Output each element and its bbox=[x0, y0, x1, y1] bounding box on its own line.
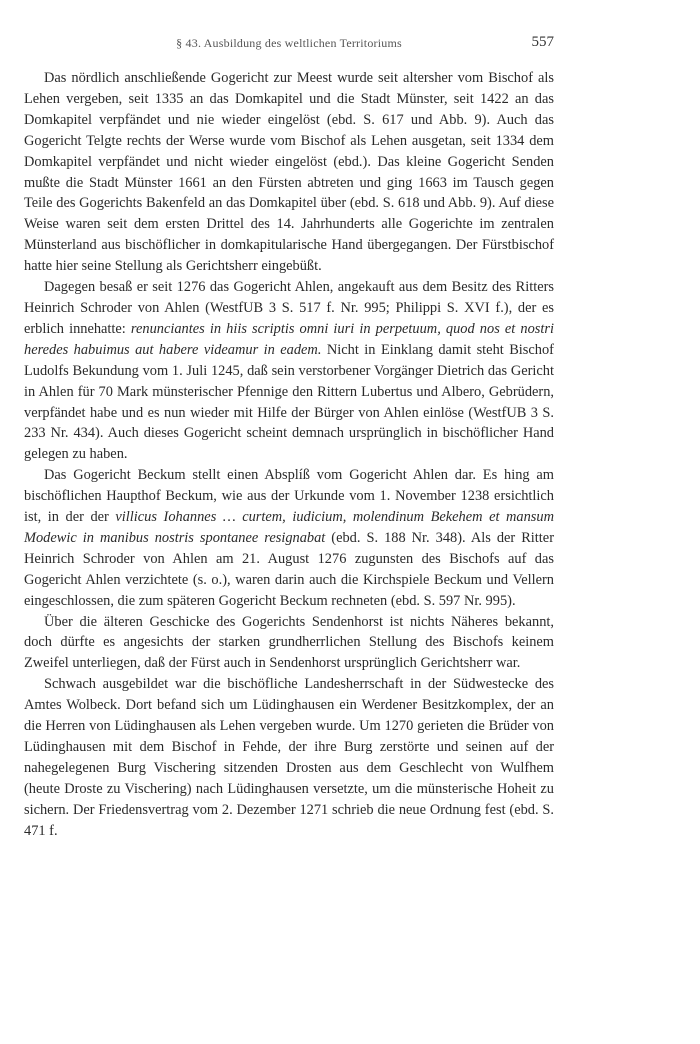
paragraph bbox=[24, 674, 554, 841]
text-segment: Nicht in Einklang damit steht Bischof Ludolfs Bekundung vom 1. Juli 1245, daß sein verstorbener Vorgänger Dietrich das Gericht in Ahlen für 70 Mark münsterischer Pfennige den Rittern Lubertus und Albero, Gebrüdern, verpfändet habe und es nun wieder mit Hilfe der Bürger von Ahlen einlöse (WestfUB 3 S. 233 Nr. 434). Auch dieses Gogericht scheint demnach ursprünglich in bischöflicher Hand gelegen zu haben. bbox=[24, 341, 554, 463]
page-header bbox=[24, 36, 554, 58]
paragraph bbox=[24, 612, 554, 675]
text-segment: Schwach ausgebildet war die bischöfliche Landesherrschaft in der Südwestecke des Amtes Wolbeck. Dort befand sich um Lüdinghausen ein Werdener Besitzkomplex, der an die Herren von Lüdinghausen als Lehen vergeben wurde. Um 1270 gerieten die Brüder von Lüdinghausen mit dem Bischof in Fehde, der ihre Burg zerstörte und seinen auf der nahegelegenen Burg Vischering sitzenden Drosten aus dem Geschlecht von Wulfhem (heute Droste zu Vischering) nach Lüdinghausen versetzte, um die münsterische Hoheit zu sichern. Der Friedensvertrag vom 2. Dezember 1271 schrieb die neue Ordnung fest (ebd. S. 471 f. bbox=[24, 676, 554, 839]
text-segment: Das nördlich anschließende Gogericht zur Meest wurde seit altersher vom Bischof als Lehen vergeben, seit 1335 an das Domkapitel und die Stadt Münster, seit 1422 an das Domkapitel verpfändet und nie wieder eingelöst (ebd. S. 617 und Abb. 9). Auch das Gogericht Telgte rechts der Werse wurde vom Bischof als Lehen ausgetan, seit 1334 dem Domkapitel verpfändet und nicht wieder eingelöst (ebd.). Das kleine Gogericht Senden mußte die Stadt Münster 1661 an den Fürsten abtreten und ging 1663 im Tausch gegen Teile des Gogerichts Bakenfeld an das Domkapitel über (ebd. S. 618 und Abb. 9). Auf diese Weise waren seit dem ersten Drittel des 14. Jahrhunderts alle Gogerichte im zentralen Münsterland aus bischöflicher in domkapitularische Hand übergegangen. Der Fürstbischof hatte hier seine Stellung als Gerichtsherr eingebüßt. bbox=[24, 70, 554, 275]
page-number: 557 bbox=[531, 34, 554, 50]
text-segment: Dagegen besaß er seit 1276 das Gogericht Ahlen, angekauft aus dem Besitz des Ritters Heinrich Schroder von Ahlen (WestfUB 3 S. 517 f. Nr. 995; Philippi S. XVI f.), der es erblich innehatte: bbox=[24, 279, 554, 337]
paragraph bbox=[24, 465, 554, 611]
paragraph bbox=[24, 277, 554, 465]
running-title: § 43. Ausbildung des weltlichen Territoriums bbox=[176, 36, 402, 50]
body-text bbox=[24, 68, 554, 842]
latin-quotation: villicus Iohannes … curtem, iudicium, molendinum Bekehem et mansum Modewic in manibus nostris spontanee resignabat bbox=[24, 509, 554, 546]
latin-quotation: renunciantes in hiis scriptis omni iuri in perpetuum, quod nos et nostri heredes habuimus aut habere videamur in eadem. bbox=[24, 320, 554, 358]
paragraph bbox=[24, 68, 554, 277]
text-segment: Über die älteren Geschicke des Gogerichts Sendenhorst ist nichts Näheres bekannt, doch dürfte es angesichts der starken grundherrlichen Stellung des Bischofs keinem Zweifel unterliegen, daß der Fürst auch in Sendenhorst ursprünglich Gerichtsherr war. bbox=[24, 613, 554, 672]
text-segment: Das Gogericht Beckum stellt einen Absplíß vom Gogericht Ahlen dar. Es hing am bischöflichen Haupthof Beckum, wie aus der Urkunde vom 1. November 1238 ersichtlich ist, in der der bbox=[24, 467, 554, 526]
book-page bbox=[24, 36, 554, 842]
text-segment: (ebd. S. 188 Nr. 348). Als der Ritter Heinrich Schroder von Ahlen am 21. August 1276 zugunsten des Bischofs auf das Gogericht Ahlen verzichtete (s. o.), waren darin auch die Kirchspiele Beckum und Vellern eingeschlossen, die zum späteren Gogericht Beckum rechneten (ebd. S. 597 Nr. 995). bbox=[24, 529, 554, 609]
